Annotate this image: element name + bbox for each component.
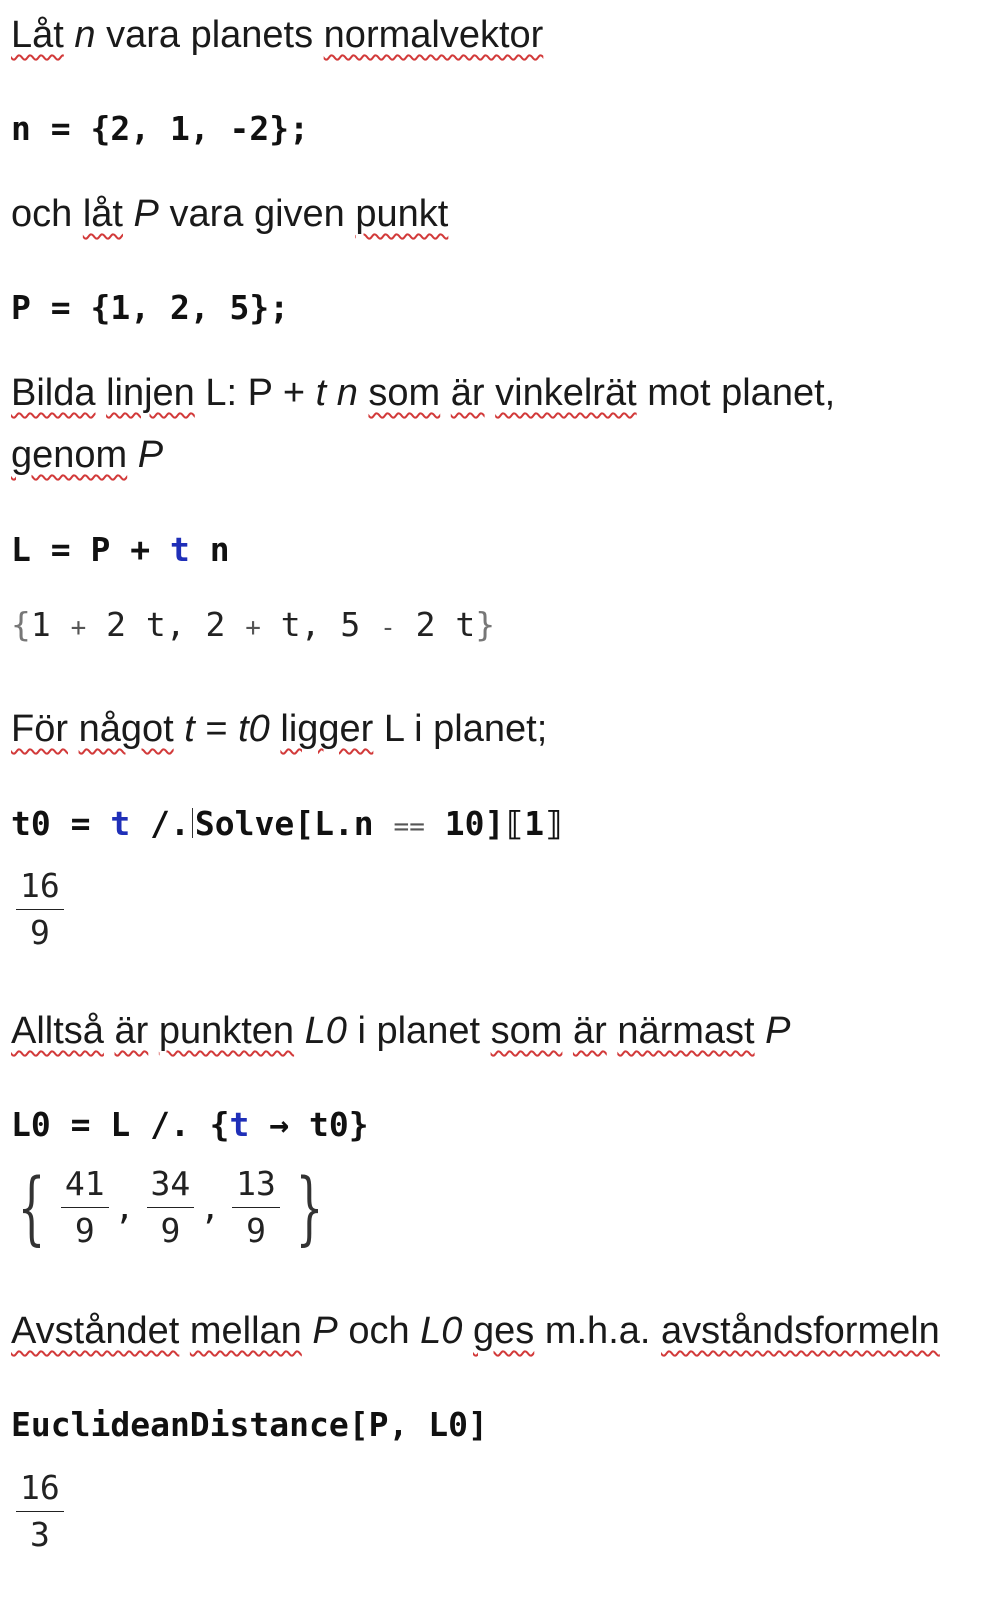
variable-l0: L0 — [304, 1010, 347, 1052]
input-cell-l[interactable] — [11, 528, 230, 572]
input-cell-l0[interactable] — [11, 1103, 369, 1147]
variable-p: P — [312, 1310, 338, 1352]
text-span: vara given — [169, 193, 345, 235]
misspelled-word[interactable]: som — [490, 1010, 563, 1052]
open-brace: { — [11, 605, 31, 644]
variable-p: P — [133, 193, 159, 235]
text-span: och — [348, 1310, 410, 1352]
input-cell-n[interactable] — [11, 107, 309, 151]
symbol-t[interactable]: t — [229, 1105, 250, 1144]
input-cell-t0[interactable] — [11, 802, 564, 849]
denominator: 9 — [29, 913, 50, 952]
variable-t: t — [315, 372, 327, 414]
text-span: mot planet, — [647, 372, 836, 414]
rule-arrow: → — [269, 1105, 290, 1144]
misspelled-word[interactable]: Bilda — [11, 372, 96, 414]
misspelled-word[interactable]: närmast — [617, 1010, 755, 1052]
variable-n: n — [336, 372, 358, 414]
misspelled-word[interactable]: som — [368, 372, 441, 414]
text-line — [11, 362, 835, 424]
input-code[interactable]: L0 = L /. { — [11, 1105, 230, 1144]
numerator: 16 — [16, 1468, 64, 1512]
text-cell-point[interactable] — [11, 183, 448, 245]
input-code[interactable]: 10] — [444, 804, 505, 843]
equals-operator: == — [393, 812, 425, 842]
variable-p: P — [765, 1010, 791, 1052]
output-text: 1 — [30, 605, 51, 644]
misspelled-word[interactable]: Låt — [11, 14, 64, 56]
text-cell-line-definition[interactable] — [11, 362, 835, 486]
text-line — [11, 424, 835, 486]
misspelled-word[interactable]: Alltså — [11, 1010, 104, 1052]
comma: , — [114, 1188, 135, 1227]
open-brace: { — [17, 1160, 46, 1254]
close-brace: } — [475, 605, 496, 644]
text-span: L: P + — [205, 372, 306, 414]
fraction — [232, 1164, 280, 1251]
input-code[interactable]: t0} — [309, 1105, 369, 1144]
text-cell-distance[interactable] — [11, 1300, 940, 1362]
fraction — [16, 1468, 64, 1555]
misspelled-word[interactable]: ligger — [280, 708, 374, 750]
input-code[interactable]: n — [209, 530, 230, 569]
output-cell-distance — [16, 1468, 64, 1555]
text-span: i planet — [357, 1010, 481, 1052]
misspelled-word[interactable]: avståndsformeln — [661, 1310, 940, 1352]
variable-p: P — [137, 434, 164, 476]
misspelled-word[interactable]: linjen — [106, 372, 195, 414]
misspelled-word[interactable]: något — [78, 708, 174, 750]
input-code[interactable]: Solve[L.n — [194, 804, 374, 843]
plus-sign: + — [245, 613, 261, 643]
numerator: 34 — [147, 1164, 195, 1208]
misspelled-word[interactable]: låt — [82, 193, 123, 235]
output-text: 2 t — [415, 605, 476, 644]
misspelled-word[interactable]: ges — [473, 1310, 535, 1352]
symbol-t[interactable]: t — [169, 530, 190, 569]
text-cursor — [192, 808, 193, 838]
variable-t: t — [184, 708, 195, 750]
text-span: och — [11, 193, 73, 235]
close-brace: } — [295, 1160, 324, 1254]
variable-l0: L0 — [420, 1310, 463, 1352]
variable-t0: t0 — [238, 708, 270, 750]
misspelled-word[interactable]: För — [11, 708, 68, 750]
misspelled-word[interactable]: punkt — [355, 193, 449, 235]
minus-sign: - — [380, 613, 396, 643]
text-span: L i planet; — [383, 708, 548, 750]
input-cell-p[interactable] — [11, 286, 289, 330]
denominator: 9 — [74, 1211, 95, 1250]
part-brackets[interactable]: ⟦1⟧ — [504, 804, 564, 843]
input-code[interactable]: t0 = — [11, 804, 91, 843]
misspelled-word[interactable]: punkten — [158, 1010, 295, 1052]
input-code[interactable]: P = {1, 2, 5}; — [11, 288, 290, 327]
input-code[interactable]: n = {2, 1, -2}; — [11, 109, 310, 148]
misspelled-word[interactable]: Avståndet — [11, 1310, 180, 1352]
input-cell-distance[interactable] — [11, 1403, 488, 1447]
numerator: 41 — [61, 1164, 109, 1208]
misspelled-word[interactable]: är — [114, 1010, 149, 1052]
text-cell-t0[interactable] — [11, 698, 547, 760]
numerator: 13 — [232, 1164, 280, 1208]
symbol-t[interactable]: t — [110, 804, 131, 843]
misspelled-word[interactable]: är — [572, 1010, 607, 1052]
numerator: 16 — [16, 866, 64, 910]
denominator: 9 — [246, 1211, 266, 1250]
denominator: 9 — [160, 1211, 181, 1250]
output-cell-l — [11, 603, 495, 650]
fraction — [147, 1164, 195, 1251]
misspelled-word[interactable]: normalvektor — [323, 14, 544, 56]
text-cell-normal-vector[interactable] — [11, 4, 543, 66]
text-span: = — [205, 708, 228, 750]
input-code[interactable]: EuclideanDistance[P, L0] — [11, 1405, 488, 1444]
text-span: m.h.a. — [544, 1310, 651, 1352]
input-code[interactable]: L = P + — [11, 530, 151, 569]
misspelled-word[interactable]: genom — [11, 434, 128, 476]
denominator: 3 — [29, 1515, 50, 1554]
fraction — [16, 866, 64, 953]
comma: , — [200, 1188, 221, 1227]
misspelled-word[interactable]: mellan — [189, 1310, 302, 1352]
misspelled-word[interactable]: är — [450, 372, 485, 414]
output-cell-t0 — [16, 866, 64, 953]
output-cell-l0 — [6, 1160, 335, 1254]
misspelled-word[interactable]: vinkelrät — [495, 372, 637, 414]
fraction — [61, 1164, 109, 1251]
text-cell-closest-point[interactable] — [11, 1000, 791, 1062]
input-code[interactable]: /. — [150, 804, 190, 843]
output-text: t, 5 — [280, 605, 361, 644]
plus-sign: + — [70, 613, 87, 643]
text-span: vara planets — [106, 14, 314, 56]
variable-n: n — [74, 14, 96, 56]
output-text: 2 t, 2 — [106, 605, 226, 644]
